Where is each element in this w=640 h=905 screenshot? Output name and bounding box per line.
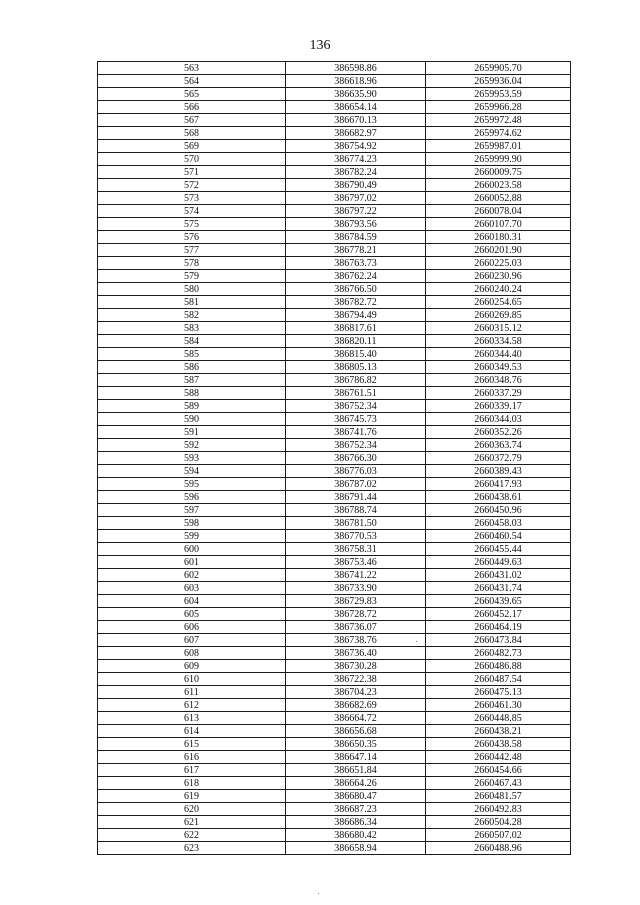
y-coordinate-cell: 2660344.40: [426, 348, 571, 361]
x-coordinate-cell: 386650.35: [286, 738, 426, 751]
table-row: [98, 751, 571, 764]
point-number-cell: 592: [98, 439, 286, 452]
x-coordinate-cell: 386704.23: [286, 686, 426, 699]
table-row: [98, 231, 571, 244]
y-coordinate-cell: 2659905.70: [426, 62, 571, 75]
y-coordinate-cell: 2660349.53: [426, 361, 571, 374]
y-coordinate-cell: 2660482.73: [426, 647, 571, 660]
x-coordinate-cell: 386786.82: [286, 374, 426, 387]
table-row: [98, 114, 571, 127]
point-number-cell: 594: [98, 465, 286, 478]
x-coordinate-cell: 386728.72: [286, 608, 426, 621]
table-row: [98, 192, 571, 205]
table-row: [98, 803, 571, 816]
point-number-cell: 605: [98, 608, 286, 621]
table-row: [98, 335, 571, 348]
point-number-cell: 585: [98, 348, 286, 361]
y-coordinate-cell: 2660339.17: [426, 400, 571, 413]
y-coordinate-cell: 2659972.48: [426, 114, 571, 127]
y-coordinate-cell: 2660486.88: [426, 660, 571, 673]
point-number-cell: 588: [98, 387, 286, 400]
y-coordinate-cell: 2659974.62: [426, 127, 571, 140]
y-coordinate-cell: 2660460.54: [426, 530, 571, 543]
y-coordinate-cell: 2659999.90: [426, 153, 571, 166]
x-coordinate-cell: 386791.44: [286, 491, 426, 504]
y-coordinate-cell: 2660344.03: [426, 413, 571, 426]
point-number-cell: 586: [98, 361, 286, 374]
y-coordinate-cell: 2660461.30: [426, 699, 571, 712]
y-coordinate-cell: 2660372.79: [426, 452, 571, 465]
table-row: [98, 179, 571, 192]
x-coordinate-cell: 386680.42: [286, 829, 426, 842]
point-number-cell: 573: [98, 192, 286, 205]
y-coordinate-cell: 2660448.85: [426, 712, 571, 725]
point-number-cell: 618: [98, 777, 286, 790]
table-row: [98, 647, 571, 660]
point-number-cell: 595: [98, 478, 286, 491]
point-number-cell: 623: [98, 842, 286, 855]
x-coordinate-cell: 386752.34: [286, 439, 426, 452]
point-number-cell: 596: [98, 491, 286, 504]
x-coordinate-cell: 386770.53: [286, 530, 426, 543]
point-number-cell: 572: [98, 179, 286, 192]
x-coordinate-cell: 386763.73: [286, 257, 426, 270]
x-coordinate-cell: 386598.86: [286, 62, 426, 75]
y-coordinate-cell: 2660454.66: [426, 764, 571, 777]
point-number-cell: 566: [98, 101, 286, 114]
table-row: [98, 543, 571, 556]
y-coordinate-cell: 2660458.03: [426, 517, 571, 530]
point-number-cell: 575: [98, 218, 286, 231]
table-row: [98, 608, 571, 621]
x-coordinate-cell: 386766.50: [286, 283, 426, 296]
page-number: 136: [309, 38, 331, 53]
x-coordinate-cell: 386794.49: [286, 309, 426, 322]
point-number-cell: 599: [98, 530, 286, 543]
point-number-cell: 601: [98, 556, 286, 569]
table-row: [98, 439, 571, 452]
y-coordinate-cell: 2660431.02: [426, 569, 571, 582]
x-coordinate-cell: 386766.30: [286, 452, 426, 465]
y-coordinate-cell: 2660078.04: [426, 205, 571, 218]
x-coordinate-cell: 386790.49: [286, 179, 426, 192]
x-coordinate-cell: 386753.46: [286, 556, 426, 569]
x-coordinate-cell: 386797.02: [286, 192, 426, 205]
table-row: [98, 842, 571, 855]
table-row: [98, 127, 571, 140]
table-row: [98, 374, 571, 387]
x-coordinate-cell: 386741.22: [286, 569, 426, 582]
point-number-cell: 619: [98, 790, 286, 803]
y-coordinate-cell: 2660315.12: [426, 322, 571, 335]
y-coordinate-cell: 2660348.76: [426, 374, 571, 387]
y-coordinate-cell: 2660473.84: [426, 634, 571, 647]
table-row: [98, 790, 571, 803]
point-number-cell: 620: [98, 803, 286, 816]
point-number-cell: 611: [98, 686, 286, 699]
table-row: [98, 400, 571, 413]
x-coordinate-cell: 386761.51: [286, 387, 426, 400]
y-coordinate-cell: 2660352.26: [426, 426, 571, 439]
point-number-cell: 598: [98, 517, 286, 530]
x-coordinate-cell: 386733.90: [286, 582, 426, 595]
y-coordinate-cell: 2660481.57: [426, 790, 571, 803]
table-row: [98, 348, 571, 361]
x-coordinate-cell: 386670.13: [286, 114, 426, 127]
x-coordinate-cell: 386797.22: [286, 205, 426, 218]
table-row: [98, 257, 571, 270]
y-coordinate-cell: 2660450.96: [426, 504, 571, 517]
table-row: [98, 517, 571, 530]
point-number-cell: 617: [98, 764, 286, 777]
y-coordinate-cell: 2659953.59: [426, 88, 571, 101]
point-number-cell: 622: [98, 829, 286, 842]
coordinates-table: [97, 61, 571, 855]
point-number-cell: 597: [98, 504, 286, 517]
x-coordinate-cell: 386664.26: [286, 777, 426, 790]
table-row: [98, 88, 571, 101]
point-number-cell: 603: [98, 582, 286, 595]
table-row: [98, 712, 571, 725]
y-coordinate-cell: 2660417.93: [426, 478, 571, 491]
table-row: [98, 452, 571, 465]
table-row: [98, 387, 571, 400]
x-coordinate-cell: 386682.69: [286, 699, 426, 712]
y-coordinate-cell: 2660023.58: [426, 179, 571, 192]
y-coordinate-cell: 2660052.88: [426, 192, 571, 205]
point-number-cell: 609: [98, 660, 286, 673]
point-number-cell: 564: [98, 75, 286, 88]
point-number-cell: 574: [98, 205, 286, 218]
y-coordinate-cell: 2660201.90: [426, 244, 571, 257]
point-number-cell: 570: [98, 153, 286, 166]
x-coordinate-cell: 386754.92: [286, 140, 426, 153]
point-number-cell: 578: [98, 257, 286, 270]
table-row: [98, 478, 571, 491]
table-row: [98, 283, 571, 296]
point-number-cell: 581: [98, 296, 286, 309]
table-row: [98, 816, 571, 829]
y-coordinate-cell: 2660438.21: [426, 725, 571, 738]
point-number-cell: 610: [98, 673, 286, 686]
x-coordinate-cell: 386787.02: [286, 478, 426, 491]
y-coordinate-cell: 2660475.13: [426, 686, 571, 699]
y-coordinate-cell: 2660488.96: [426, 842, 571, 855]
point-number-cell: 612: [98, 699, 286, 712]
table-row: [98, 738, 571, 751]
point-number-cell: 607: [98, 634, 286, 647]
table-row: [98, 634, 571, 647]
x-coordinate-cell: 386805.13: [286, 361, 426, 374]
point-number-cell: 580: [98, 283, 286, 296]
y-coordinate-cell: 2660492.83: [426, 803, 571, 816]
table-row: [98, 829, 571, 842]
scan-speck: [416, 641, 417, 642]
table-row: [98, 777, 571, 790]
point-number-cell: 587: [98, 374, 286, 387]
point-number-cell: 565: [98, 88, 286, 101]
x-coordinate-cell: 386687.23: [286, 803, 426, 816]
point-number-cell: 584: [98, 335, 286, 348]
point-number-cell: 563: [98, 62, 286, 75]
table-row: [98, 153, 571, 166]
y-coordinate-cell: 2660467.43: [426, 777, 571, 790]
point-number-cell: 616: [98, 751, 286, 764]
x-coordinate-cell: 386654.14: [286, 101, 426, 114]
table-row: [98, 673, 571, 686]
x-coordinate-cell: 386658.94: [286, 842, 426, 855]
point-number-cell: 593: [98, 452, 286, 465]
y-coordinate-cell: 2660009.75: [426, 166, 571, 179]
x-coordinate-cell: 386738.76: [286, 634, 426, 647]
x-coordinate-cell: 386729.83: [286, 595, 426, 608]
table-row: [98, 244, 571, 257]
table-row: [98, 582, 571, 595]
y-coordinate-cell: 2659936.04: [426, 75, 571, 88]
point-number-cell: 604: [98, 595, 286, 608]
point-number-cell: 608: [98, 647, 286, 660]
x-coordinate-cell: 386774.23: [286, 153, 426, 166]
x-coordinate-cell: 386782.24: [286, 166, 426, 179]
x-coordinate-cell: 386820.11: [286, 335, 426, 348]
x-coordinate-cell: 386618.96: [286, 75, 426, 88]
x-coordinate-cell: 386664.72: [286, 712, 426, 725]
x-coordinate-cell: 386736.07: [286, 621, 426, 634]
y-coordinate-cell: 2660240.24: [426, 283, 571, 296]
y-coordinate-cell: 2660254.65: [426, 296, 571, 309]
table-row: [98, 75, 571, 88]
point-number-cell: 614: [98, 725, 286, 738]
x-coordinate-cell: 386651.84: [286, 764, 426, 777]
x-coordinate-cell: 386730.28: [286, 660, 426, 673]
y-coordinate-cell: 2660438.58: [426, 738, 571, 751]
y-coordinate-cell: 2660452.17: [426, 608, 571, 621]
point-number-cell: 571: [98, 166, 286, 179]
x-coordinate-cell: 386784.59: [286, 231, 426, 244]
point-number-cell: 590: [98, 413, 286, 426]
table-row: [98, 764, 571, 777]
point-number-cell: 600: [98, 543, 286, 556]
point-number-cell: 589: [98, 400, 286, 413]
y-coordinate-cell: 2660225.03: [426, 257, 571, 270]
x-coordinate-cell: 386778.21: [286, 244, 426, 257]
point-number-cell: 579: [98, 270, 286, 283]
y-coordinate-cell: 2660449.63: [426, 556, 571, 569]
point-number-cell: 567: [98, 114, 286, 127]
y-coordinate-cell: 2660269.85: [426, 309, 571, 322]
table-row: [98, 491, 571, 504]
table-row: [98, 140, 571, 153]
table-row: [98, 322, 571, 335]
table-row: [98, 660, 571, 673]
table-row: [98, 426, 571, 439]
table-row: [98, 101, 571, 114]
point-number-cell: 582: [98, 309, 286, 322]
x-coordinate-cell: 386736.40: [286, 647, 426, 660]
x-coordinate-cell: 386762.24: [286, 270, 426, 283]
y-coordinate-cell: 2660337.29: [426, 387, 571, 400]
point-number-cell: 621: [98, 816, 286, 829]
x-coordinate-cell: 386686.34: [286, 816, 426, 829]
x-coordinate-cell: 386682.97: [286, 127, 426, 140]
table-row: [98, 569, 571, 582]
x-coordinate-cell: 386635.90: [286, 88, 426, 101]
table-row: [98, 725, 571, 738]
table-row: [98, 361, 571, 374]
y-coordinate-cell: 2660334.58: [426, 335, 571, 348]
x-coordinate-cell: 386782.72: [286, 296, 426, 309]
x-coordinate-cell: 386788.74: [286, 504, 426, 517]
table-row: [98, 530, 571, 543]
point-number-cell: 576: [98, 231, 286, 244]
x-coordinate-cell: 386680.47: [286, 790, 426, 803]
point-number-cell: 591: [98, 426, 286, 439]
y-coordinate-cell: 2660363.74: [426, 439, 571, 452]
table-row: [98, 413, 571, 426]
y-coordinate-cell: 2660464.19: [426, 621, 571, 634]
table-row: [98, 465, 571, 478]
y-coordinate-cell: 2660431.74: [426, 582, 571, 595]
y-coordinate-cell: 2660504.28: [426, 816, 571, 829]
x-coordinate-cell: 386722.38: [286, 673, 426, 686]
table-row: [98, 270, 571, 283]
x-coordinate-cell: 386781.50: [286, 517, 426, 530]
x-coordinate-cell: 386745.73: [286, 413, 426, 426]
y-coordinate-cell: 2660487.54: [426, 673, 571, 686]
point-number-cell: 569: [98, 140, 286, 153]
table-row: [98, 205, 571, 218]
y-coordinate-cell: 2660442.48: [426, 751, 571, 764]
y-coordinate-cell: 2660455.44: [426, 543, 571, 556]
scan-speck: [318, 893, 319, 894]
point-number-cell: 568: [98, 127, 286, 140]
y-coordinate-cell: 2660438.61: [426, 491, 571, 504]
table-row: [98, 309, 571, 322]
y-coordinate-cell: 2660107.70: [426, 218, 571, 231]
table-row: [98, 556, 571, 569]
table-row: [98, 218, 571, 231]
table-row: [98, 621, 571, 634]
y-coordinate-cell: 2660230.96: [426, 270, 571, 283]
y-coordinate-cell: 2660180.31: [426, 231, 571, 244]
point-number-cell: 615: [98, 738, 286, 751]
table-row: [98, 686, 571, 699]
point-number-cell: 577: [98, 244, 286, 257]
y-coordinate-cell: 2659987.01: [426, 140, 571, 153]
x-coordinate-cell: 386647.14: [286, 751, 426, 764]
table-row: [98, 62, 571, 75]
x-coordinate-cell: 386752.34: [286, 400, 426, 413]
y-coordinate-cell: 2660439.65: [426, 595, 571, 608]
point-number-cell: 606: [98, 621, 286, 634]
table-row: [98, 595, 571, 608]
x-coordinate-cell: 386793.56: [286, 218, 426, 231]
table-row: [98, 296, 571, 309]
table-row: [98, 166, 571, 179]
x-coordinate-cell: 386758.31: [286, 543, 426, 556]
y-coordinate-cell: 2660389.43: [426, 465, 571, 478]
coordinates-table-body: [98, 62, 571, 855]
point-number-cell: 583: [98, 322, 286, 335]
x-coordinate-cell: 386741.76: [286, 426, 426, 439]
point-number-cell: 613: [98, 712, 286, 725]
y-coordinate-cell: 2660507.02: [426, 829, 571, 842]
y-coordinate-cell: 2659966.28: [426, 101, 571, 114]
x-coordinate-cell: 386815.40: [286, 348, 426, 361]
table-row: [98, 504, 571, 517]
point-number-cell: 602: [98, 569, 286, 582]
x-coordinate-cell: 386776.03: [286, 465, 426, 478]
x-coordinate-cell: 386656.68: [286, 725, 426, 738]
table-row: [98, 699, 571, 712]
x-coordinate-cell: 386817.61: [286, 322, 426, 335]
